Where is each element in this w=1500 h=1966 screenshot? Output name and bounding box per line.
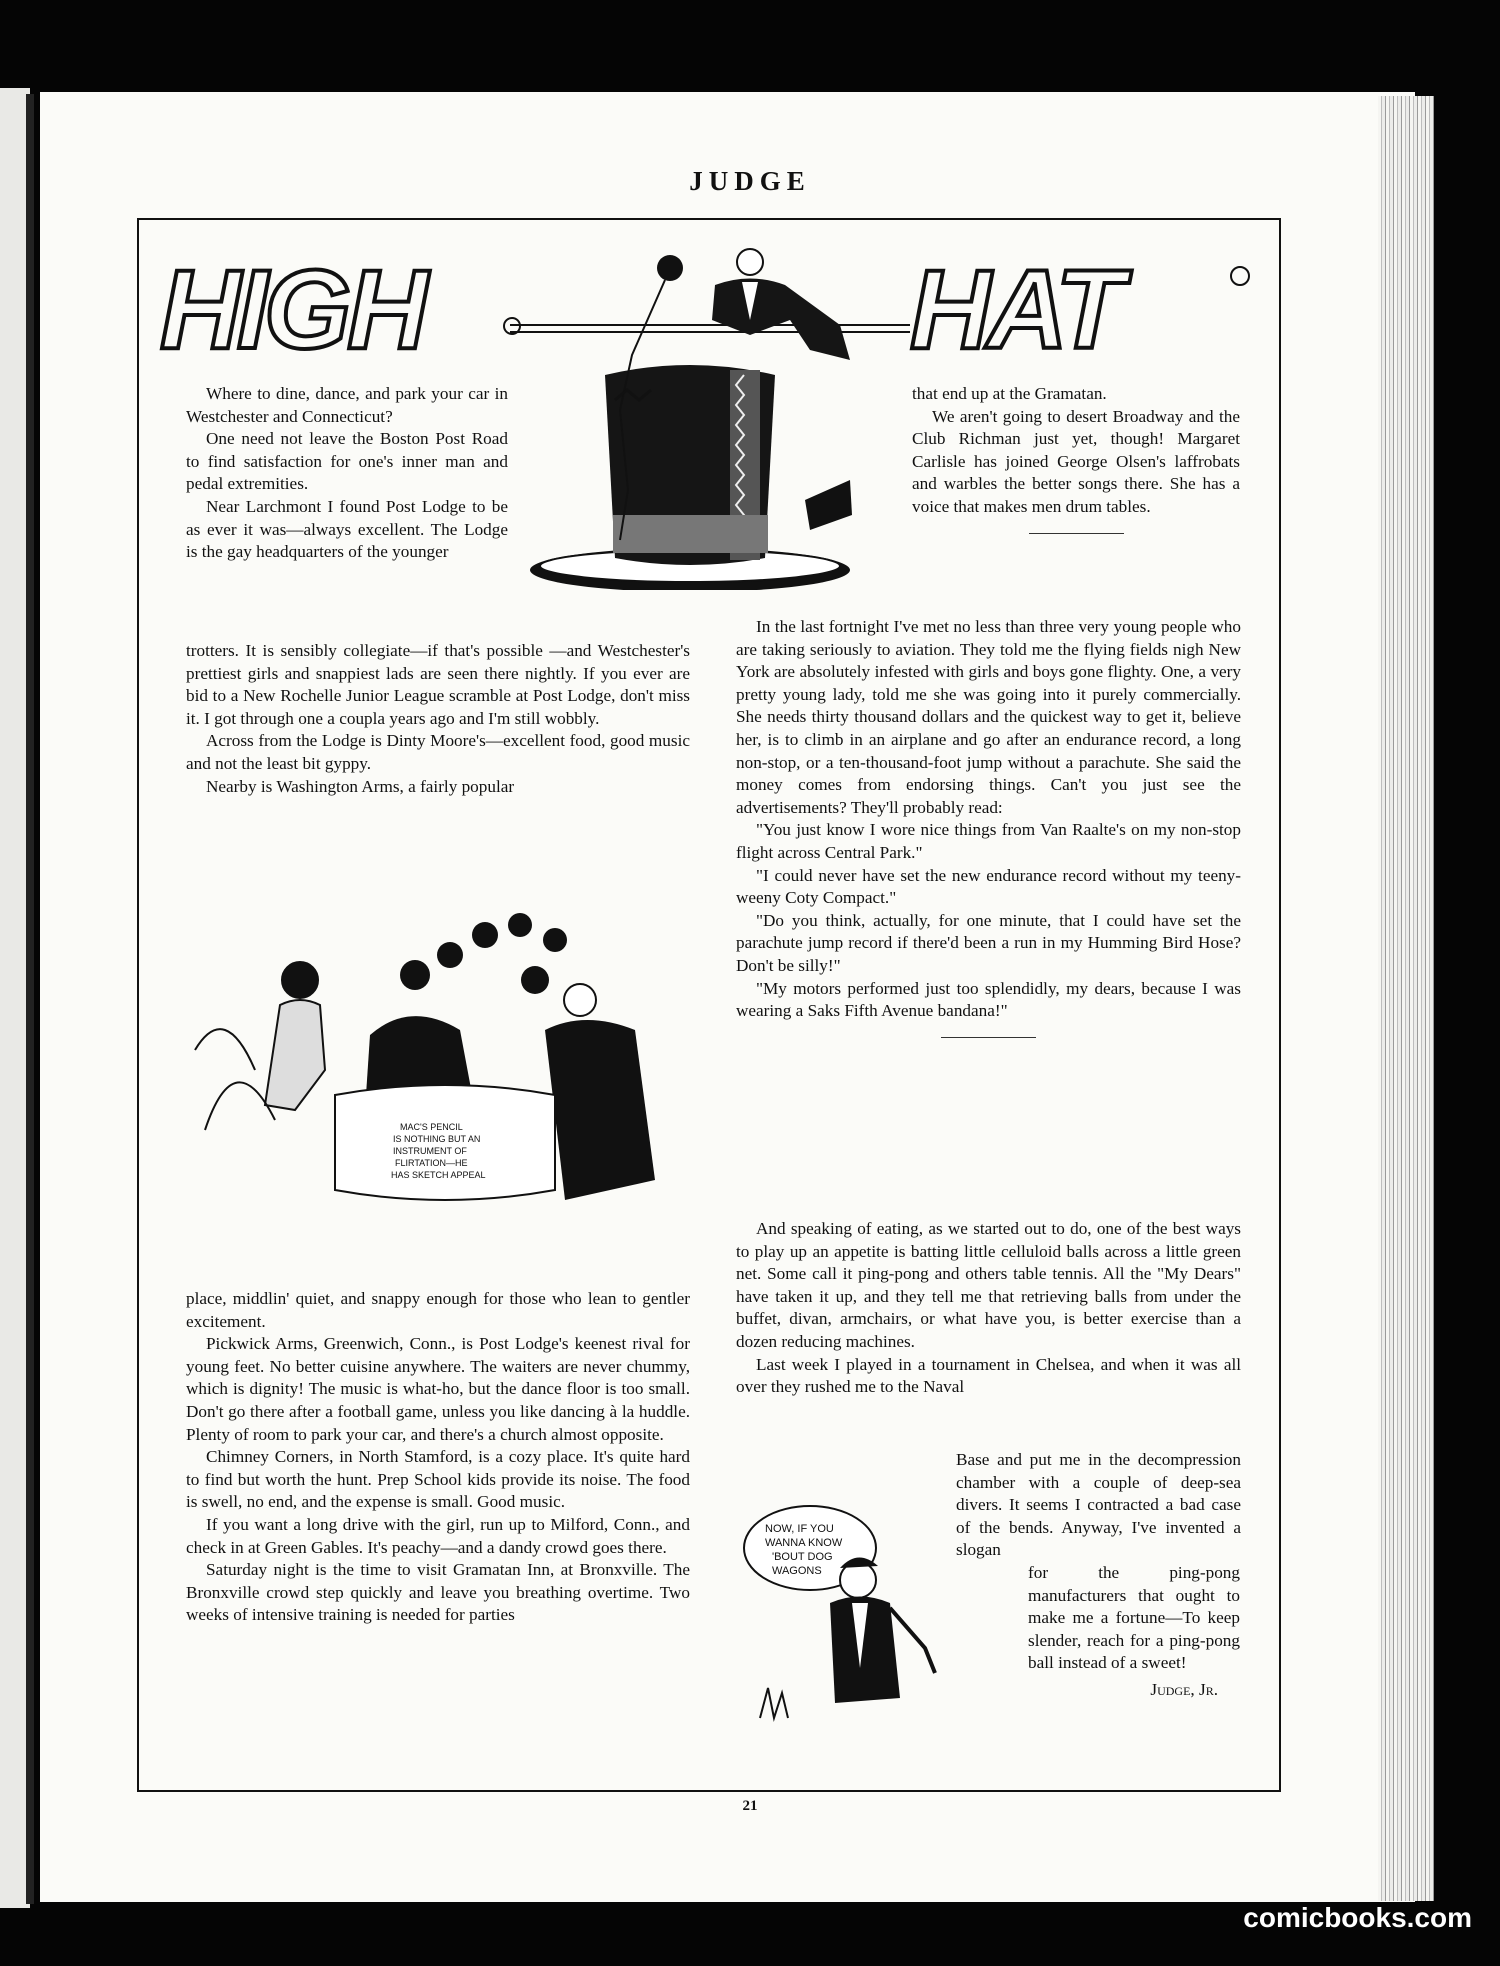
right-bottom-para: Last week I played in a tournament in Chelsea, and when it was all over they rushed me to the Naval: [736, 1354, 1241, 1397]
left-column-top: [186, 383, 508, 564]
caption-line: MAC'S PENCIL: [400, 1122, 463, 1132]
right-wrap-para: Base and put me in the decompression chamber with a couple of deep-sea divers. It seems I contracted a bad case of the bends. Anyway, I've invented a slogan: [956, 1450, 1241, 1560]
caption-line: FLIRTATION—HE: [395, 1158, 468, 1168]
right-column-wrap-narrow: [1028, 1562, 1240, 1702]
left-mid-para: Across from the Lodge is Dinty Moore's—excellent food, good music and not the least bit gyppy.: [186, 731, 690, 773]
right-mid-para: In the last fortnight I've met no less than three very young people who are taking seriously to aviation. They told me the flying fields nigh New York are absolutely infested with girls and boys gone flighty. One, a very pretty young lady, told me she was going into it purely commercially. She needs thirty thousand dollars and the quickest way to get it, believe her, is to climb in an airplane and go after an endurance record, a long non-stop, or a ten-thousand-foot jump without a parachute. She said the money comes from endorsing things. Can't you just see the advertisements? They'll probably read:: [736, 617, 1241, 817]
balloon-line: WANNA KNOW: [765, 1537, 843, 1549]
left-column-middle: [186, 640, 690, 798]
left-bottom-para: Saturday night is the time to visit Gramatan Inn, at Bronxville. The Bronxville crowd step quickly and leave you breathing overtime. Two weeks of intensive training is needed for parties: [186, 1560, 690, 1625]
title-rule: [510, 325, 910, 332]
section-divider: [1029, 533, 1124, 534]
left-bottom-para: Pickwick Arms, Greenwich, Conn., is Post Lodge's keenest rival for young feet. No better cuisine anywhere. The waiters are never chummy, which is dignity! The music is what-ho, but the dance floor is too small. Don't go there after a football game, unless you like dancing à la huddle. Plenty of room to park your car, and there's a church almost opposite.: [186, 1334, 690, 1444]
left-mid-para: trotters. It is sensibly collegiate—if that's possible —and Westchester's prettiest girls and snappiest lads are seen there nightly. If you ever are bid to a New Rochelle Junior League scramble at Post Lodge, don't miss it. I got through one a coupla years ago and I'm still wobbly.: [186, 641, 690, 728]
gentleman-figure: [712, 249, 850, 360]
nightclub-cartoon: [185, 880, 690, 1240]
watermark: comicbooks.com: [1243, 1902, 1472, 1933]
right-column-top: [912, 383, 1240, 552]
title-high: HIGH: [160, 247, 424, 372]
left-top-para: Where to dine, dance, and park your car in Westchester and Connecticut?: [186, 384, 508, 426]
binding-gutter: [26, 94, 34, 1904]
waiter-cartoon: [740, 1498, 980, 1748]
left-top-para: Near Larchmont I found Post Lodge to be as ever it was—always excellent. The Lodge is the gay headquarters of the younger: [186, 496, 508, 562]
left-column-bottom: [186, 1288, 690, 1627]
pennant: [805, 480, 852, 530]
title-hat: HAT: [910, 247, 1120, 372]
right-column-bottom: [736, 1218, 1241, 1399]
top-hat-illustration: [530, 365, 850, 590]
right-mid-para: "Do you think, actually, for one minute, that I could have set the parachute jump record if there'd been a run in my Humming Bird Hose? Don't be silly!": [736, 910, 1241, 975]
balloon-line: 'BOUT DOG: [772, 1551, 833, 1563]
right-top-para: We aren't going to desert Broadway and the Club Richman just yet, though! Margaret Carlisle has joined George Olsen's laffrobats and warbles the better songs there. She has a voice that makes men drum tables.: [912, 406, 1240, 516]
balloon-line: NOW, IF YOU: [765, 1523, 834, 1535]
right-wrap-narrow-para: for the ping-pong manufacturers that ought to make me a fortune—To keep slender, reach for a ping-pong ball instead of a sweet!: [1028, 1563, 1240, 1673]
balloon-line: WAGONS: [772, 1565, 822, 1577]
right-top-para: that end up at the Gramatan.: [912, 384, 1107, 403]
right-mid-para: "I could never have set the new endurance record without my teeny-weeny Coty Compact.": [736, 865, 1241, 908]
right-mid-para: "You just know I wore nice things from Van Raalte's on my non-stop flight across Central Park.": [736, 820, 1241, 862]
running-head: JUDGE: [689, 166, 811, 196]
left-bottom-para: place, middlin' quiet, and snappy enough for those who lean to gentler excitement.: [186, 1289, 690, 1331]
left-bottom-para: Chimney Corners, in North Stamford, is a cozy place. It's quite hard to find but worth the hunt. Prep School kids provide its noise. The food is swell, no end, and the expense is small. Good music.: [186, 1447, 690, 1512]
signature: Judge, Jr.: [1150, 1679, 1218, 1699]
page-number: 21: [742, 1798, 758, 1814]
right-column-middle: [736, 616, 1241, 1056]
right-column-wrap: [956, 1449, 1241, 1562]
page-stack-edges: [1378, 96, 1434, 1901]
right-bottom-para: And speaking of eating, as we started out to do, one of the best ways to play up an appetite is batting little celluloid balls across a little green net. Some call it ping-pong and others table tennis. All the "My Dears" have taken it up, and they tell me that retrieving balls from under the buffet, divan, armchairs, or what have you, is better exercise than a dozen reducing machines.: [736, 1219, 1241, 1351]
left-bottom-para: If you want a long drive with the girl, run up to Milford, Conn., and check in at Green Gables. It's peachy—and a dandy crowd goes there.: [186, 1514, 690, 1557]
caption-line: IS NOTHING BUT AN: [393, 1134, 481, 1144]
seated-lady-figure: [195, 962, 325, 1130]
caption-line: INSTRUMENT OF: [393, 1146, 467, 1156]
caption-line: HAS SKETCH APPEAL: [391, 1170, 486, 1180]
table-with-caption: [335, 1085, 555, 1200]
section-divider: [941, 1037, 1036, 1038]
title-flourish-right: [1231, 267, 1249, 285]
right-mid-para: "My motors performed just too splendidly, my dears, because I was wearing a Saks Fifth Avenue bandana!": [736, 978, 1241, 1021]
left-top-para: One need not leave the Boston Post Road to find satisfaction for one's inner man and pedal extremities.: [186, 429, 508, 494]
left-mid-para: Nearby is Washington Arms, a fairly popular: [206, 776, 515, 796]
